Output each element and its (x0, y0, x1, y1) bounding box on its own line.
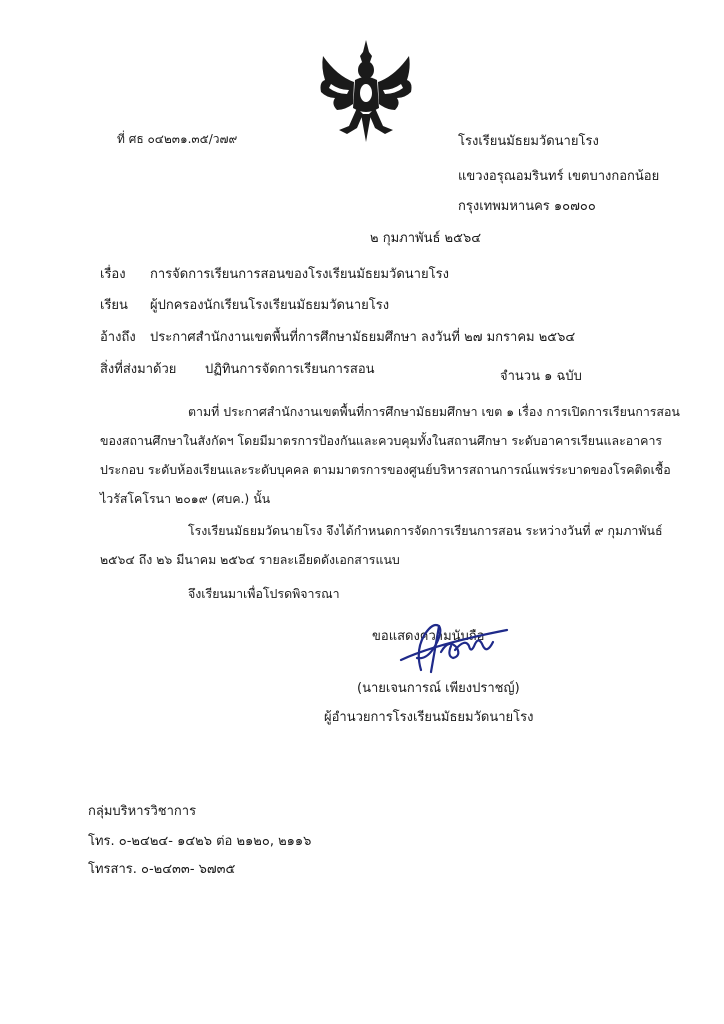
garuda-emblem-icon (317, 38, 415, 146)
letter-date: ๒ กุมภาพันธ์ ๒๕๖๔ (370, 231, 482, 246)
sender-address-line-3: กรุงเทพมหานคร ๑๐๗๐๐ (458, 199, 596, 214)
reference-number: ที่ ศธ ๐๔๒๓๑.๓๕/ว๗๙ (117, 132, 238, 146)
body-line-2: ของสถานศึกษาในสังกัดฯ โดยมีมาตรการป้องกันและควบคุมทั้งในสถานศึกษา ระดับอาคารเรียนและอาคาร (100, 433, 663, 448)
closing-request: จึงเรียนมาเพื่อโปรดพิจารณา (188, 586, 340, 601)
enclosure-text: ปฏิทินการจัดการเรียนการสอน (205, 362, 375, 377)
body-line-1: ตามที่ ประกาศสำนักงานเขตพื้นที่การศึกษามัธยมศึกษา เขต ๑ เรื่อง การเปิดการเรียนการสอน (188, 404, 680, 419)
reference-text: ประกาศสำนักงานเขตพื้นที่การศึกษามัธยมศึกษา ลงวันที่ ๒๗ มกราคม ๒๕๖๔ (150, 330, 576, 345)
signer-title: ผู้อำนวยการโรงเรียนมัธยมวัดนายโรง (324, 710, 534, 725)
enclosure-label: สิ่งที่ส่งมาด้วย (100, 362, 177, 377)
body-line-4: ไวรัสโคโรนา ๒๐๑๙ (ศบค.) นั้น (100, 491, 271, 506)
footer-fax: โทรสาร. ๐-๒๔๓๓- ๖๗๓๕ (88, 862, 236, 877)
subject-label: เรื่อง (100, 267, 126, 282)
signer-name: (นายเจนการณ์ เพียงปราชญ์) (357, 681, 520, 696)
enclosure-quantity: จำนวน ๑ ฉบับ (500, 369, 582, 384)
salutation-label: เรียน (100, 298, 128, 313)
body-line-6: ๒๕๖๔ ถึง ๒๖ มีนาคม ๒๕๖๔ รายละเอียดดังเอกสารแนบ (100, 552, 400, 567)
signature-icon (395, 608, 535, 678)
footer-phone: โทร. ๐-๒๔๒๔- ๑๔๒๖ ต่อ ๒๑๒๐, ๒๑๑๖ (88, 834, 312, 849)
closing-phrase: ขอแสดงความนับถือ (372, 629, 485, 644)
subject-text: การจัดการเรียนการสอนของโรงเรียนมัธยมวัดนายโรง (150, 267, 449, 282)
footer-department: กลุ่มบริหารวิชาการ (88, 804, 197, 819)
body-line-3: ประกอบ ระดับห้องเรียนและระดับบุคคล ตามมาตรการของศูนย์บริหารสถานการณ์แพร่ระบาดของโรคติดเชื้อ (100, 462, 671, 477)
sender-address-line-2: แขวงอรุณอมรินทร์ เขตบางกอกน้อย (458, 169, 660, 184)
sender-address-line-1: โรงเรียนมัธยมวัดนายโรง (458, 134, 599, 149)
reference-label: อ้างถึง (100, 330, 136, 345)
body-line-5: โรงเรียนมัธยมวัดนายโรง จึงได้กำหนดการจัดการเรียนการสอน ระหว่างวันที่ ๙ กุมภาพันธ์ (188, 523, 663, 538)
salutation-text: ผู้ปกครองนักเรียนโรงเรียนมัธยมวัดนายโรง (150, 298, 390, 313)
